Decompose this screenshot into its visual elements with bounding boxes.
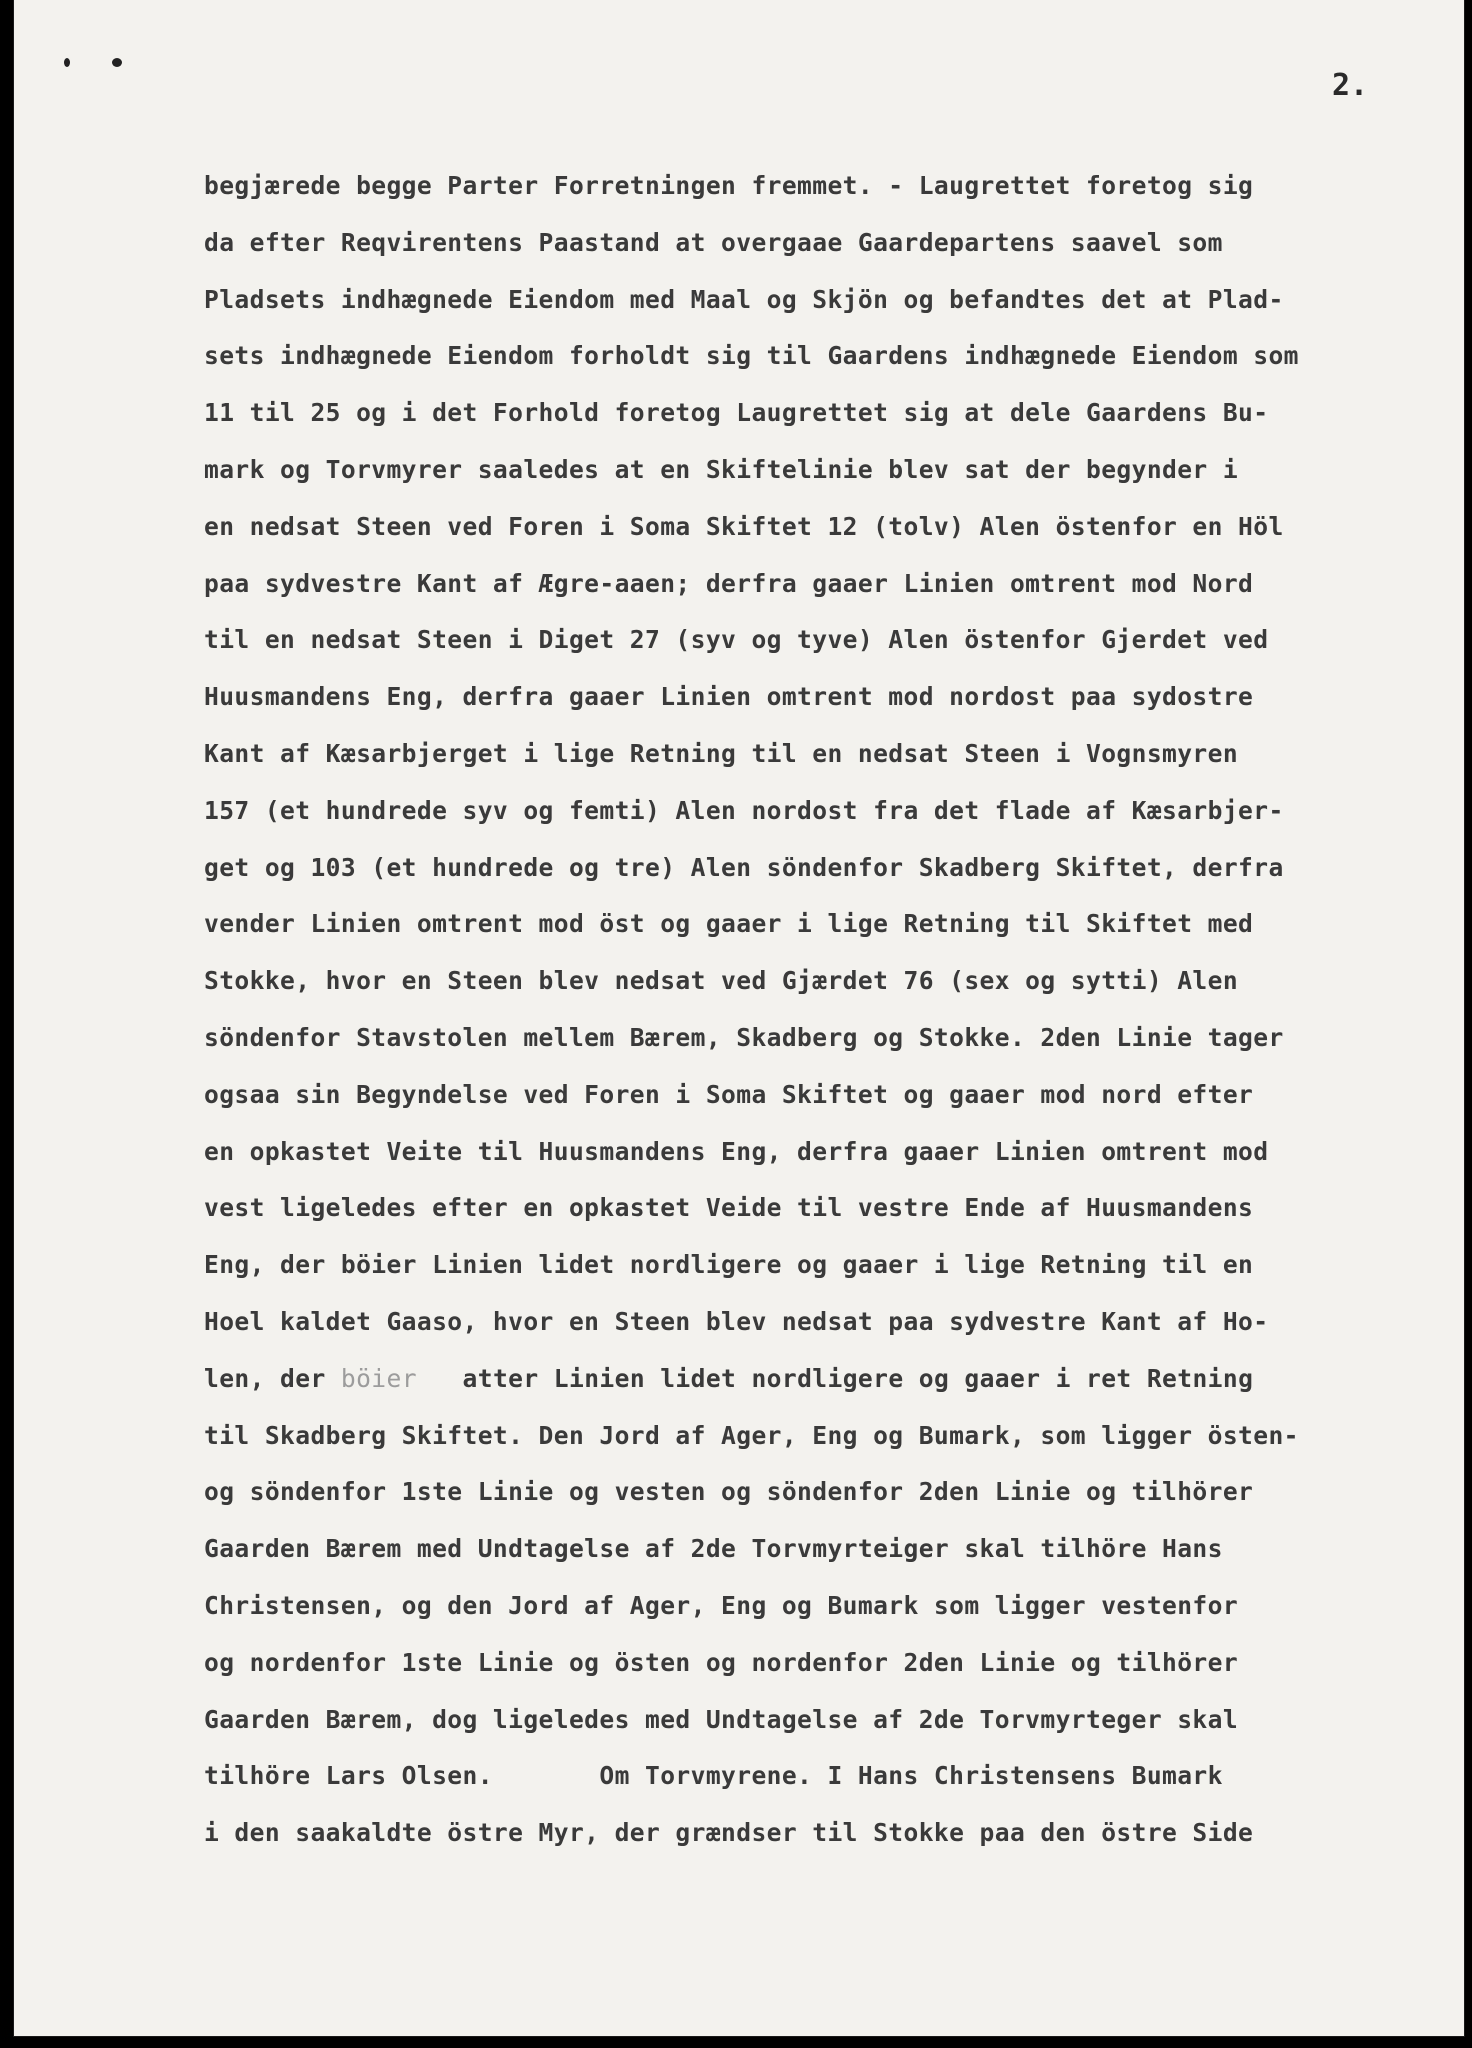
text-segment: len, der bbox=[204, 1363, 341, 1393]
text-line: begjærede begge Parter Forretningen fremmet. - Laugrettet foretog sig bbox=[204, 171, 1254, 200]
text-line: sets indhægnede Eiendom forholdt sig til Gaardens indhægnede Eiendom som bbox=[204, 341, 1299, 371]
text-line: Huusmandens Eng, derfra gaaer Linien omtrent mod nordost paa sydostre bbox=[204, 682, 1254, 712]
text-line: og söndenfor 1ste Linie og vesten og söndenfor 2den Linie og tilhörer bbox=[204, 1477, 1254, 1507]
text-line: mark og Torvmyrer saaledes at en Skiftelinie blev sat der begynder i bbox=[204, 454, 1239, 484]
text-line: Gaarden Bærem, dog ligeledes med Undtagelse af 2de Torvmyrteger skal bbox=[204, 1704, 1239, 1734]
text-line: en nedsat Steen ved Foren i Soma Skiftet 12 (tolv) Alen östenfor en Höl bbox=[204, 511, 1284, 541]
inserted-word: böier bbox=[340, 1363, 417, 1393]
text-line: 11 til 25 og i det Forhold foretog Laugrettet sig at dele Gaardens Bu- bbox=[204, 398, 1269, 428]
text-line: da efter Reqvirentens Paastand at overgaae Gaardepartens saavel som bbox=[204, 227, 1223, 257]
text-line: Stokke, hvor en Steen blev nedsat ved Gjærdet 76 (sex og sytti) Alen bbox=[204, 966, 1239, 996]
text-line: til Skadberg Skiftet. Den Jord af Ager, Eng og Bumark, som ligger östen- bbox=[204, 1420, 1299, 1450]
text-line: og nordenfor 1ste Linie og östen og nordenfor 2den Linie og tilhörer bbox=[204, 1647, 1239, 1677]
ink-mark-right bbox=[112, 58, 122, 67]
text-line: get og 103 (et hundrede og tre) Alen söndenfor Skadberg Skiftet, derfra bbox=[204, 852, 1284, 882]
text-line: Christensen, og den Jord af Ager, Eng og Bumark som ligger vestenfor bbox=[204, 1590, 1239, 1620]
text-line: Hoel kaldet Gaaso, hvor en Steen blev nedsat paa sydvestre Kant af Ho- bbox=[204, 1306, 1269, 1336]
text-line: i den saakaldte östre Myr, der grændser til Stokke paa den östre Side bbox=[204, 1818, 1254, 1848]
typewritten-body bbox=[204, 158, 1472, 1862]
text-line: Gaarden Bærem med Undtagelse af 2de Torvmyrteiger skal tilhöre Hans bbox=[204, 1534, 1223, 1564]
document-page bbox=[14, 0, 1464, 2036]
text-line: Eng, der böier Linien lidet nordligere og gaaer i lige Retning til en bbox=[204, 1250, 1254, 1280]
text-segment: atter Linien lidet nordligere og gaaer i ret Retning bbox=[416, 1363, 1254, 1393]
text-line: vender Linien omtrent mod öst og gaaer i lige Retning til Skiftet med bbox=[204, 909, 1254, 939]
text-line: en opkastet Veite til Huusmandens Eng, derfra gaaer Linien omtrent mod bbox=[204, 1136, 1269, 1166]
text-line: 157 (et hundrede syv og femti) Alen nordost fra det flade af Kæsarbjer- bbox=[204, 795, 1284, 825]
text-line bbox=[204, 1351, 1472, 1408]
text-line: Pladsets indhægnede Eiendom med Maal og Skjön og befandtes det at Plad- bbox=[204, 284, 1284, 314]
text-line: Kant af Kæsarbjerget i lige Retning til en nedsat Steen i Vognsmyren bbox=[204, 738, 1239, 768]
text-line: paa sydvestre Kant af Ægre-aaen; derfra gaaer Linien omtrent mod Nord bbox=[204, 568, 1254, 598]
page-number: 2. bbox=[1332, 68, 1369, 103]
text-line: til en nedsat Steen i Diget 27 (syv og tyve) Alen östenfor Gjerdet ved bbox=[204, 625, 1269, 655]
text-line: söndenfor Stavstolen mellem Bærem, Skadberg og Stokke. 2den Linie tager bbox=[204, 1022, 1284, 1052]
text-line: tilhöre Lars Olsen. Om Torvmyrene. I Hans Christensens Bumark bbox=[204, 1761, 1223, 1791]
ink-mark-left bbox=[64, 58, 70, 67]
text-line: ogsaa sin Begyndelse ved Foren i Soma Skiftet og gaaer mod nord efter bbox=[204, 1079, 1254, 1109]
text-line: vest ligeledes efter en opkastet Veide til vestre Ende af Huusmandens bbox=[204, 1193, 1254, 1223]
